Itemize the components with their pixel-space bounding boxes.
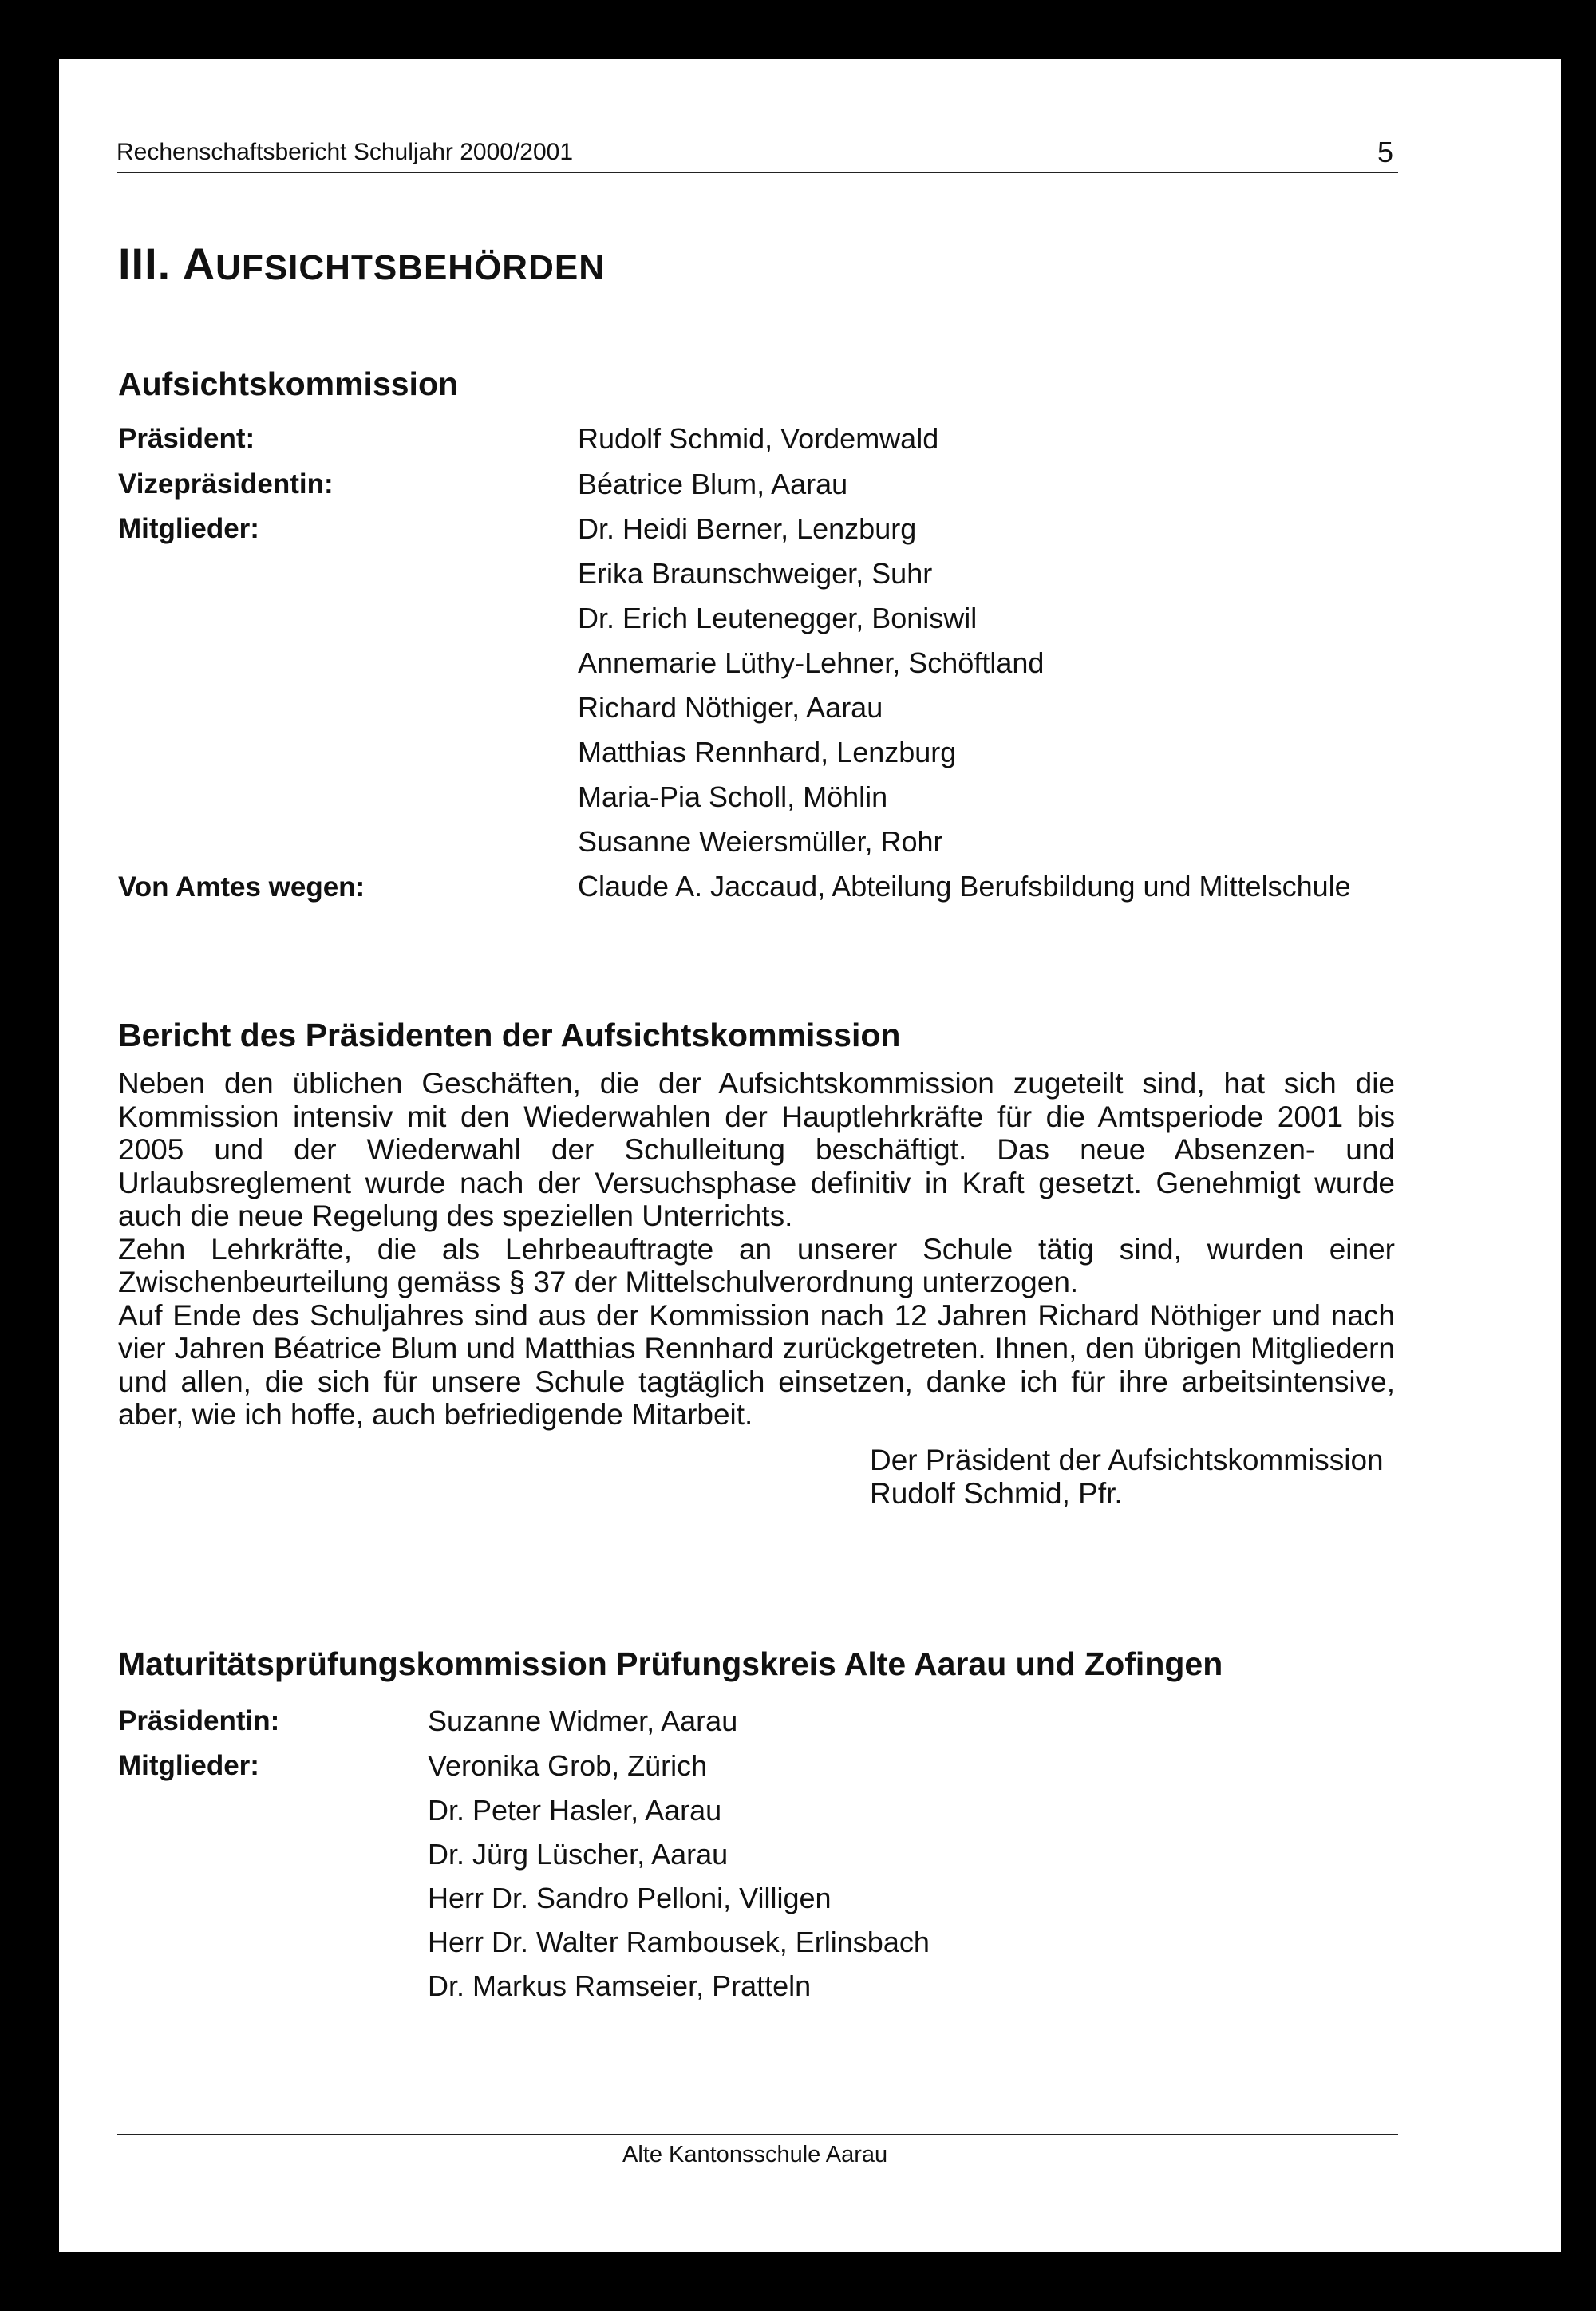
report-body [118,1067,1395,1432]
signature-name: Rudolf Schmid, Pfr. [870,1477,1123,1510]
report-paragraph: Auf Ende des Schuljahres sind aus der Kommission nach 12 Jahren Richard Nöthiger und nach vier Jahren Béatrice Blum und Matthias Rennhard zurückgetreten. Ihnen, den übrigen Mitgliedern und allen, die sich für unsere Schule tagtäglich einsetzen, danke ich für ihre arbeitsintensive, aber, wie ich hoffe, auch befriedigende Mitarbeit. [118,1298,1395,1431]
header-rule [117,172,1398,173]
member-name: Susanne Weiersmüller, Rohr [578,825,943,858]
member-name: Annemarie Lüthy-Lehner, Schöftland [578,646,1045,679]
running-header: Rechenschaftsbericht Schuljahr 2000/2001 [117,139,574,165]
page-number: 5 [1377,136,1394,168]
punch-hole [0,808,37,896]
member-name: Dr. Jürg Lüscher, Aarau [428,1838,729,1871]
signature-title: Der Präsident der Aufsichtskommission [870,1444,1384,1476]
chapter-initial: A [182,239,216,289]
section-title-matur: Maturitätsprüfungskommission Prüfungskreis Alte Aarau und Zofingen [118,1645,1223,1682]
label-president: Präsident: [118,423,255,454]
punch-hole [0,1407,37,1495]
label-members: Mitglieder: [118,513,259,544]
label-ex-officio: Von Amtes wegen: [118,871,365,903]
member-name: Herr Dr. Sandro Pelloni, Villigen [428,1882,832,1914]
member-name: Matthias Rennhard, Lenzburg [578,736,957,768]
member-name: Erika Braunschweiger, Suhr [578,557,933,590]
chapter-roman: III. [118,239,172,289]
label-president: Präsidentin: [118,1705,280,1736]
ex-officio-name: Claude A. Jaccaud, Abteilung Berufsbildung und Mittelschule [578,870,1351,903]
vice-president-name: Béatrice Blum, Aarau [578,468,848,500]
member-name: Veronika Grob, Zürich [428,1749,708,1782]
footer-rule [117,2134,1398,2135]
chapter-rest: UFSICHTSBEHÖRDEN [215,248,605,287]
president-name: Rudolf Schmid, Vordemwald [578,422,939,455]
label-members: Mitglieder: [118,1750,259,1781]
member-name: Dr. Erich Leutenegger, Boniswil [578,602,978,634]
member-name: Richard Nöthiger, Aarau [578,691,883,724]
section-title-aufsicht: Aufsichtskommission [118,365,459,402]
member-name: Maria-Pia Scholl, Möhlin [578,780,888,813]
member-name: Dr. Peter Hasler, Aarau [428,1794,722,1827]
section-title-bericht: Bericht des Präsidenten der Aufsichtskommission [118,1017,901,1053]
member-name: Dr. Heidi Berner, Lenzburg [578,512,917,545]
label-vice-president: Vizepräsidentin: [118,468,334,500]
member-name: Dr. Markus Ramseier, Pratteln [428,1969,812,2002]
footer-text: Alte Kantonsschule Aarau [622,2142,888,2167]
member-name: Herr Dr. Walter Rambousek, Erlinsbach [428,1926,930,1958]
report-paragraph: Zehn Lehrkräfte, die als Lehrbeauftragte an unserer Schule tätig sind, wurden einer Zwischenbeurteilung gemäss § 37 der Mittelschulverordnung unterzogen. [118,1232,1395,1298]
chapter-title [118,238,605,290]
report-paragraph: Neben den üblichen Geschäften, die der Aufsichtskommission zugeteilt sind, hat sich die Kommission intensiv mit den Wiederwahlen der Hauptlehrkräfte für die Amtsperiode 2001 bis 2005 und der Wiederwahl der Schulleitung beschäftigt. Das neue Absenzen- und Urlaubsreglement wurde nach der Versuchsphase definitiv in Kraft gesetzt. Genehmigt wurde auch die neue Regelung des speziellen Unterrichts. [118,1067,1395,1232]
president-name: Suzanne Widmer, Aarau [428,1705,738,1737]
